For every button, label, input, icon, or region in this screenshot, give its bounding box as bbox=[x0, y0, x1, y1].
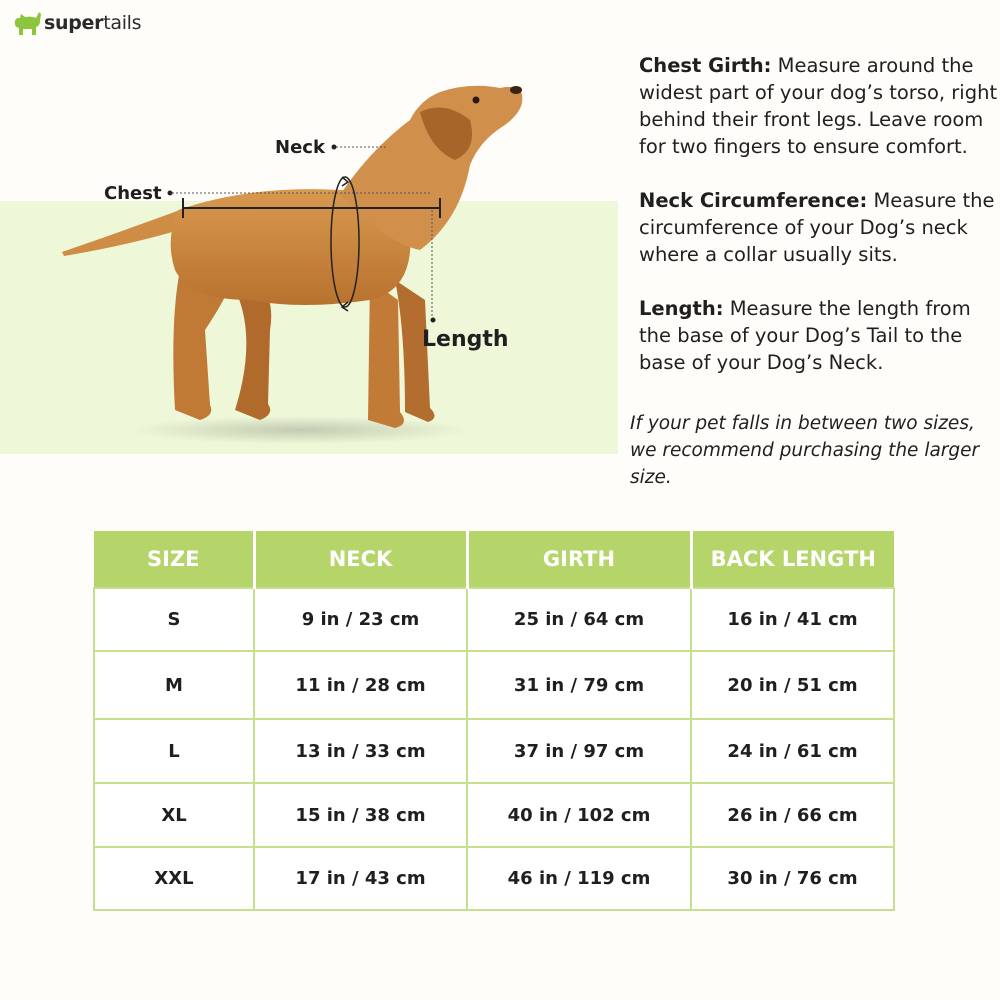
size-cell: S bbox=[94, 588, 254, 651]
girth-cell: 31 in / 79 cm bbox=[467, 651, 691, 719]
neck-instruction: Neck Circumference: Measure the circumference of your Dog’s neck where a collar usually sits. bbox=[639, 189, 995, 266]
table-row bbox=[94, 783, 894, 847]
girth-cell: 46 in / 119 cm bbox=[467, 847, 691, 910]
size-cell: XL bbox=[94, 783, 254, 847]
length-label: Length bbox=[422, 327, 509, 352]
neck-cell: 11 in / 28 cm bbox=[254, 651, 467, 719]
back-length-cell: 24 in / 61 cm bbox=[691, 719, 894, 783]
size-cell: XXL bbox=[94, 847, 254, 910]
column-header-girth: GIRTH bbox=[467, 531, 691, 588]
chest-girth-instruction: Chest Girth: Measure around the widest part of your dog’s torso, right behind their front legs. Leave room for two fingers to ensure comfort. bbox=[639, 54, 998, 158]
measurement-instructions bbox=[639, 52, 999, 403]
neck-cell: 13 in / 33 cm bbox=[254, 719, 467, 783]
neck-cell: 15 in / 38 cm bbox=[254, 783, 467, 847]
size-recommendation-note: If your pet falls in between two sizes, we recommend purchasing the larger size. bbox=[630, 413, 980, 488]
table-row bbox=[94, 588, 894, 651]
neck-cell: 17 in / 43 cm bbox=[254, 847, 467, 910]
size-cell: L bbox=[94, 719, 254, 783]
girth-cell: 37 in / 97 cm bbox=[467, 719, 691, 783]
neck-cell: 9 in / 23 cm bbox=[254, 588, 467, 651]
back-length-cell: 26 in / 66 cm bbox=[691, 783, 894, 847]
girth-cell: 25 in / 64 cm bbox=[467, 588, 691, 651]
column-header-back-length: BACK LENGTH bbox=[691, 531, 894, 588]
girth-cell: 40 in / 102 cm bbox=[467, 783, 691, 847]
chest-label: Chest bbox=[104, 183, 162, 204]
back-length-cell: 20 in / 51 cm bbox=[691, 651, 894, 719]
table-row bbox=[94, 847, 894, 910]
length-instruction: Length: Measure the length from the base of your Dog’s Tail to the base of your Dog’s Neck. bbox=[639, 297, 971, 374]
table-row bbox=[94, 719, 894, 783]
column-header-neck: NECK bbox=[254, 531, 467, 588]
back-length-cell: 16 in / 41 cm bbox=[691, 588, 894, 651]
neck-label: Neck bbox=[275, 137, 325, 158]
back-length-cell: 30 in / 76 cm bbox=[691, 847, 894, 910]
table-row bbox=[94, 651, 894, 719]
brand-logo bbox=[12, 8, 141, 36]
dog-logo-icon bbox=[12, 8, 42, 36]
size-cell: M bbox=[94, 651, 254, 719]
dog-illustration bbox=[0, 60, 620, 480]
column-header-size: SIZE bbox=[94, 531, 254, 588]
brand-name: supertails bbox=[44, 12, 142, 34]
size-chart-table bbox=[93, 531, 895, 911]
table-header-row bbox=[94, 531, 894, 588]
